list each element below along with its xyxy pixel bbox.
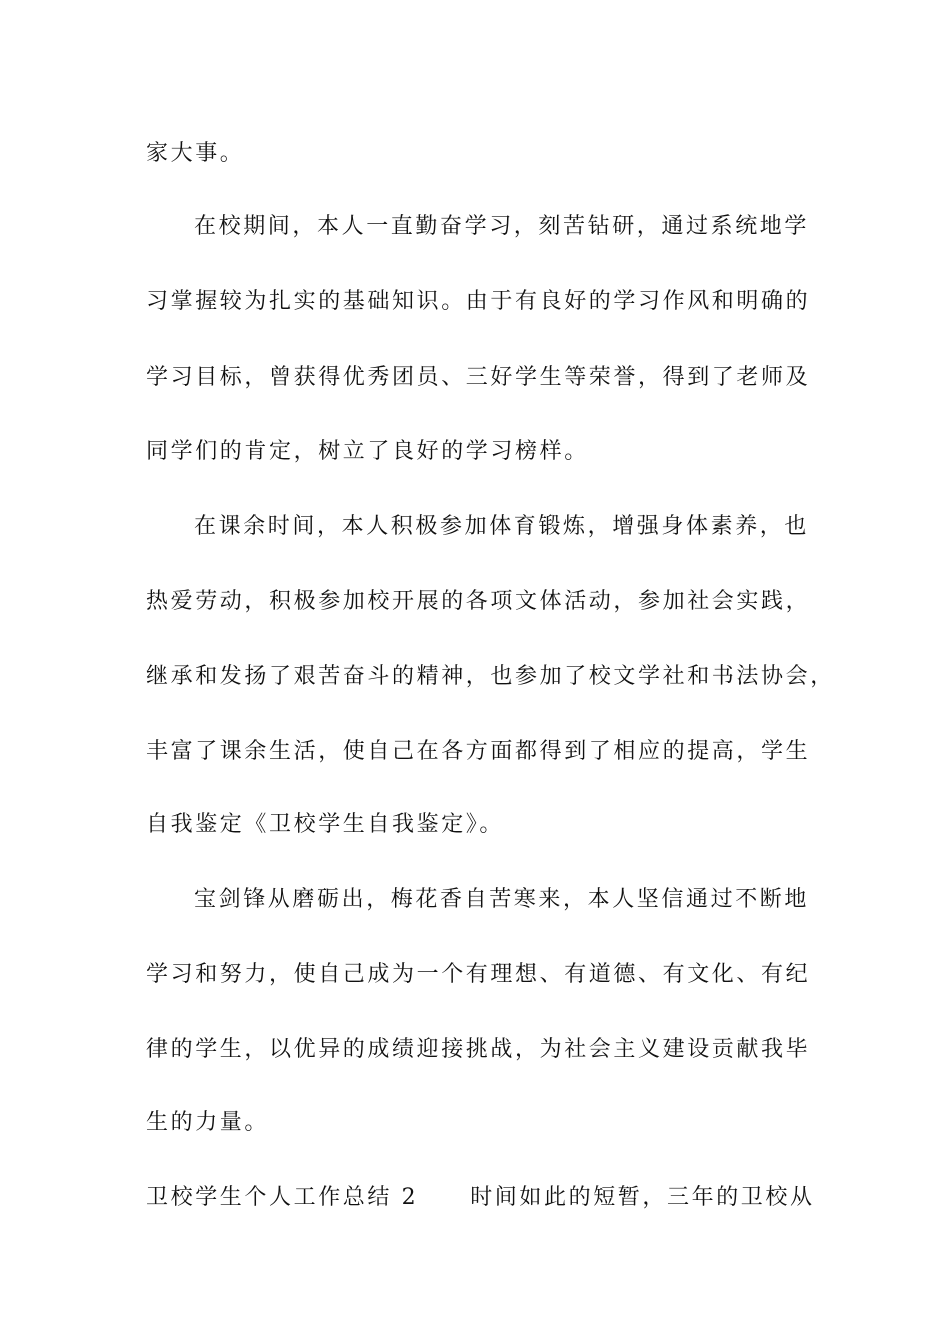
section-heading-line [146, 1183, 826, 1213]
text-line: 习掌握较为扎实的基础知识。由于有良好的学习作风和明确的 [146, 289, 811, 314]
text-line: 律的学生，以优异的成绩迎接挑战，为社会主义建设贡献我毕 [146, 1037, 811, 1062]
text-line: 热爱劳动，积极参加校开展的各项文体活动，参加社会实践， [146, 589, 811, 614]
text-line: 同学们的肯定，树立了良好的学习榜样。 [146, 439, 589, 464]
text-line: 学习和努力，使自己成为一个有理想、有道德、有文化、有纪 [146, 962, 811, 987]
text-line: 自我鉴定《卫校学生自我鉴定》。 [146, 812, 505, 837]
heading-continuation-text: 时间如此的短暂，三年的卫校从 [470, 1185, 815, 1210]
text-line: 生的力量。 [146, 1110, 270, 1135]
text-line: 继承和发扬了艰苦奋斗的精神，也参加了校文学社和书法协会， [146, 664, 835, 689]
paragraph-first-line: 在校期间，本人一直勤奋学习，刻苦钻研，通过系统地学 [194, 214, 810, 239]
section-heading: 卫校学生个人工作总结 2 [146, 1185, 419, 1210]
paragraph-first-line: 在课余时间，本人积极参加体育锻炼，增强身体素养，也 [194, 514, 810, 539]
paragraph-first-line: 宝剑锋从磨砺出，梅花香自苦寒来，本人坚信通过不断地 [194, 887, 810, 912]
text-line: 丰富了课余生活，使自己在各方面都得到了相应的提高，学生 [146, 739, 811, 764]
text-line: 学习目标，曾获得优秀团员、三好学生等荣誉，得到了老师及 [146, 365, 811, 390]
text-line: 家大事。 [146, 141, 245, 166]
